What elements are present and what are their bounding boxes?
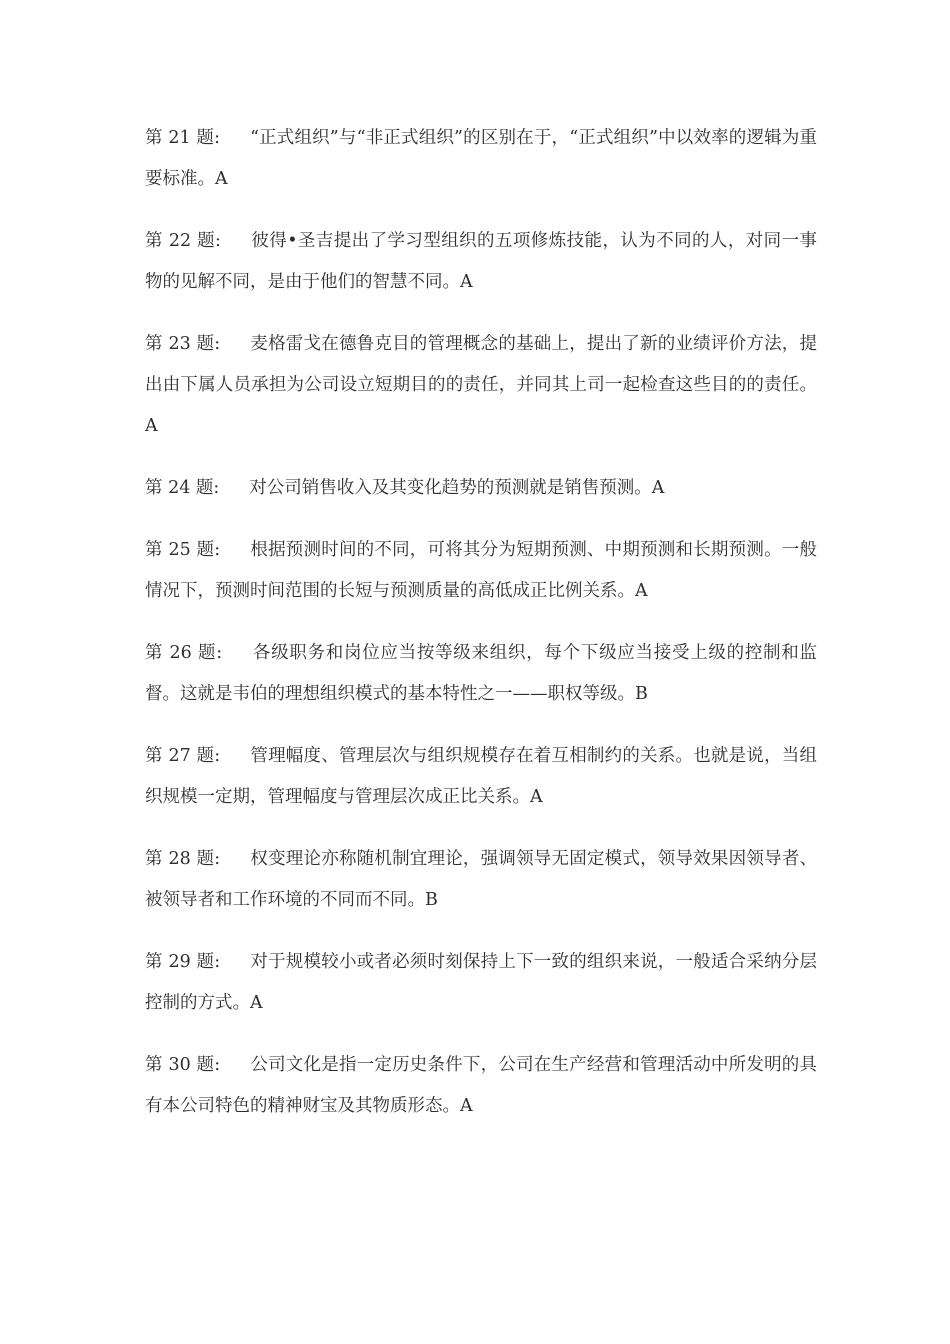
question-text: 对公司销售收入及其变化趋势的预测就是销售预测。: [249, 478, 652, 498]
question-answer: A: [215, 169, 228, 189]
question-number: 第 29 题:: [145, 952, 221, 972]
question-number: 第 22 题:: [145, 231, 221, 251]
question-item: [145, 324, 817, 447]
question-item: [145, 468, 817, 509]
question-answer: A: [651, 478, 665, 498]
question-number: 第 25 题:: [145, 540, 221, 560]
question-number: 第 21 题:: [145, 128, 220, 148]
question-number: 第 28 题:: [145, 849, 221, 869]
question-number: 第 26 题:: [145, 643, 223, 663]
question-number: 第 23 题:: [145, 334, 221, 354]
question-answer: B: [635, 684, 648, 704]
question-number: 第 24 题:: [145, 478, 220, 498]
question-text: 彼得•圣吉提出了学习型组织的五项修炼技能，认为不同的人，对同一事物的见解不同，是由于他们的智慧不同。: [145, 231, 817, 292]
question-item: [145, 633, 817, 715]
question-answer: A: [530, 787, 543, 807]
question-answer: B: [425, 890, 438, 910]
question-number: 第 30 题:: [145, 1055, 221, 1075]
question-text: 权变理论亦称随机制宜理论，强调领导无固定模式，领导效果因领导者、被领导者和工作环境的不同而不同。: [145, 849, 818, 910]
question-item: [145, 1045, 817, 1127]
question-item: [145, 736, 817, 818]
question-answer: A: [250, 993, 263, 1013]
question-text: 根据预测时间的不同，可将其分为短期预测、中期预测和长期预测。一般情况下，预测时间范围的长短与预测质量的高低成正比例关系。: [145, 540, 818, 601]
question-text: 对于规模较小或者必须时刻保持上下一致的组织来说，一般适合采纳分层控制的方式。: [145, 952, 818, 1013]
question-answer: A: [635, 581, 648, 601]
question-item: [145, 221, 817, 303]
question-item: [145, 118, 817, 200]
question-answer: A: [460, 272, 473, 292]
question-item: [145, 942, 817, 1024]
question-text: 麦格雷戈在德鲁克目的管理概念的基础上，提出了新的业绩评价方法，提出由下属人员承担为公司设立短期目的的责任，并同其上司一起检查这些目的的责任。: [145, 334, 818, 395]
question-number: 第 27 题:: [145, 746, 221, 766]
question-item: [145, 530, 817, 612]
question-answer: A: [460, 1096, 473, 1116]
question-text: 各级职务和岗位应当按等级来组织，每个下级应当接受上级的控制和监督。这就是韦伯的理想组织模式的基本特性之一——职权等级。: [145, 643, 817, 704]
question-text: 管理幅度、管理层次与组织规模存在着互相制约的关系。也就是说，当组织规模一定期，管理幅度与管理层次成正比关系。: [145, 746, 818, 807]
question-answer: A: [145, 416, 158, 436]
question-list: [145, 118, 817, 1148]
question-text: “正式组织”与“非正式组织”的区别在于，“正式组织”中以效率的逻辑为重要标准。: [145, 128, 817, 189]
question-text: 公司文化是指一定历史条件下，公司在生产经营和管理活动中所发明的具有本公司特色的精神财宝及其物质形态。: [145, 1055, 818, 1116]
question-item: [145, 839, 817, 921]
